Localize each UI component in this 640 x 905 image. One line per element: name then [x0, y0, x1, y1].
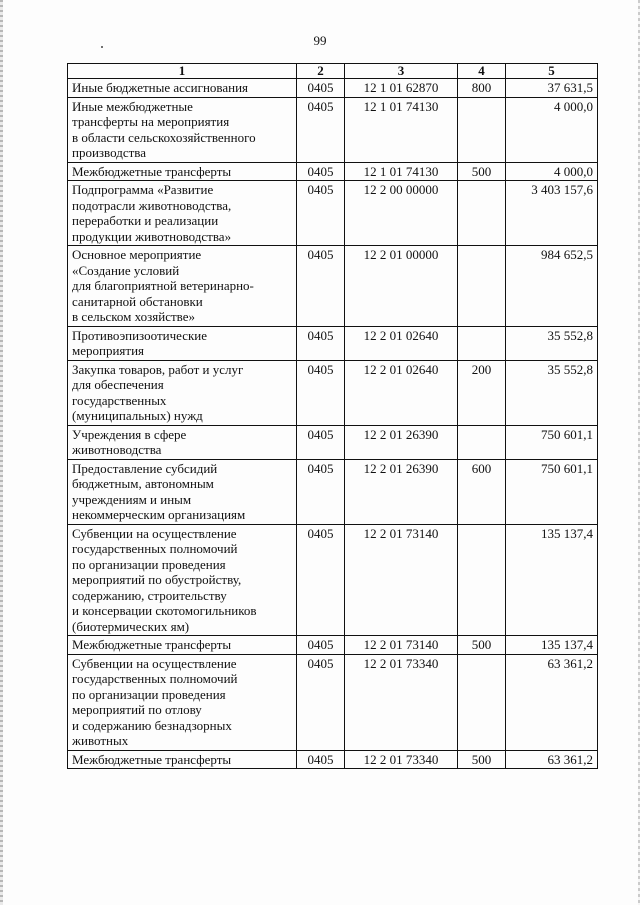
- row-name-cell: [68, 79, 297, 98]
- row-section-cell: 0405: [297, 246, 345, 327]
- row-target-cell: 12 2 01 02640: [345, 360, 458, 425]
- row-name-line: государственных: [72, 392, 167, 408]
- table-row: [68, 636, 598, 655]
- row-name-line: Межбюджетные трансферты: [72, 163, 232, 179]
- header-col-2: 2: [297, 64, 345, 79]
- row-name-cell: [68, 360, 297, 425]
- row-name-line: Иные бюджетные ассигнования: [72, 80, 249, 95]
- row-target-cell: 12 2 01 73340: [345, 750, 458, 769]
- row-name-cell: [68, 524, 297, 636]
- row-target-cell: 12 2 01 00000: [345, 246, 458, 327]
- table-row: [68, 654, 598, 750]
- row-name-line: мероприятия: [72, 343, 145, 358]
- row-name-line: государственных полномочий: [72, 541, 238, 556]
- row-name-line: санитарной обстановки: [72, 293, 203, 309]
- table-row: [68, 181, 598, 246]
- row-name-cell: [68, 181, 297, 246]
- row-section-cell: 0405: [297, 360, 345, 425]
- row-name-cell: [68, 246, 297, 327]
- row-name-line: и содержанию безнадзорных: [72, 717, 232, 733]
- row-type-cell: 800: [458, 79, 506, 98]
- row-section-cell: 0405: [297, 326, 345, 360]
- scan-edge-left: [0, 0, 3, 905]
- row-section-cell: 0405: [297, 79, 345, 98]
- row-name-line: животноводства: [72, 442, 162, 457]
- header-col-4: 4: [458, 64, 506, 79]
- row-target-cell: 12 2 01 73140: [345, 524, 458, 636]
- header-row: [68, 64, 598, 79]
- row-target-cell: 12 2 01 73140: [345, 636, 458, 655]
- row-name-line: в области сельскохозяйственного: [72, 129, 256, 145]
- row-section-cell: 0405: [297, 524, 345, 636]
- row-type-cell: [458, 97, 506, 162]
- row-name-line: в сельском хозяйстве»: [72, 309, 196, 324]
- budget-table: [67, 63, 598, 769]
- row-section-cell: 0405: [297, 181, 345, 246]
- row-type-cell: 200: [458, 360, 506, 425]
- table-row: [68, 162, 598, 181]
- table-row: [68, 246, 598, 327]
- table-row: [68, 97, 598, 162]
- row-target-cell: 12 2 01 26390: [345, 425, 458, 459]
- row-name-line: подотрасли животноводства,: [72, 197, 232, 213]
- row-name-line: трансферты на мероприятия: [72, 114, 230, 129]
- row-name-line: по организации проведения: [72, 686, 226, 702]
- row-name-cell: [68, 97, 297, 162]
- row-type-cell: [458, 425, 506, 459]
- row-type-cell: [458, 181, 506, 246]
- row-target-cell: 12 2 01 02640: [345, 326, 458, 360]
- row-amount-cell: 984 652,5: [506, 246, 598, 327]
- row-amount-cell: 135 137,4: [506, 636, 598, 655]
- row-amount-cell: 4 000,0: [506, 97, 598, 162]
- row-amount-cell: 63 361,2: [506, 654, 598, 750]
- row-target-cell: 12 1 01 74130: [345, 97, 458, 162]
- table-row: [68, 79, 598, 98]
- row-name-line: Субвенции на осуществление: [72, 525, 237, 541]
- table-row: [68, 750, 598, 769]
- table-row: [68, 459, 598, 524]
- row-target-cell: 12 2 01 26390: [345, 459, 458, 524]
- row-section-cell: 0405: [297, 162, 345, 181]
- table-row: [68, 425, 598, 459]
- row-name-line: Предоставление субсидий: [72, 460, 218, 476]
- row-section-cell: 0405: [297, 636, 345, 655]
- row-amount-cell: 750 601,1: [506, 425, 598, 459]
- row-type-cell: 500: [458, 636, 506, 655]
- row-name-cell: [68, 459, 297, 524]
- row-section-cell: 0405: [297, 97, 345, 162]
- row-target-cell: 12 2 01 73340: [345, 654, 458, 750]
- row-name-line: для благоприятной ветеринарно-: [72, 278, 254, 293]
- row-type-cell: [458, 326, 506, 360]
- row-name-line: переработки и реализации: [72, 213, 219, 228]
- row-amount-cell: 135 137,4: [506, 524, 598, 636]
- row-amount-cell: 3 403 157,6: [506, 181, 598, 246]
- row-name-line: Противоэпизоотические: [72, 327, 208, 343]
- row-name-line: (муниципальных) нужд: [72, 408, 203, 423]
- row-name-line: Основное мероприятие: [72, 247, 202, 262]
- row-type-cell: 600: [458, 459, 506, 524]
- table-row: [68, 326, 598, 360]
- row-name-line: животных: [72, 733, 129, 748]
- row-target-cell: 12 2 00 00000: [345, 181, 458, 246]
- header-col-3: 3: [345, 64, 458, 79]
- row-section-cell: 0405: [297, 750, 345, 769]
- row-name-line: Иные межбюджетные: [72, 98, 193, 114]
- row-name-cell: [68, 636, 297, 655]
- row-name-line: Субвенции на осуществление: [72, 655, 237, 671]
- row-amount-cell: 4 000,0: [506, 162, 598, 181]
- row-name-cell: [68, 654, 297, 750]
- row-type-cell: [458, 654, 506, 750]
- row-amount-cell: 63 361,2: [506, 750, 598, 769]
- row-name-cell: [68, 425, 297, 459]
- row-name-line: Межбюджетные трансферты: [72, 751, 232, 767]
- row-amount-cell: 35 552,8: [506, 360, 598, 425]
- row-name-line: производства: [72, 145, 147, 160]
- row-name-line: и консервации скотомогильников: [72, 603, 257, 618]
- row-name-line: Учреждения в сфере: [72, 426, 187, 442]
- row-name-line: Закупка товаров, работ и услуг: [72, 361, 244, 377]
- header-col-1: 1: [68, 64, 297, 79]
- table-body: [68, 79, 598, 769]
- row-name-line: Подпрограмма «Развитие: [72, 182, 214, 197]
- table-row: [68, 360, 598, 425]
- row-name-cell: [68, 162, 297, 181]
- row-name-line: государственных полномочий: [72, 671, 238, 686]
- row-name-line: Межбюджетные трансферты: [72, 637, 232, 652]
- row-name-line: (биотермических ям): [72, 618, 190, 634]
- row-name-line: по организации проведения: [72, 556, 226, 572]
- page-number: 99: [313, 33, 327, 48]
- row-name-line: мероприятий по обустройству,: [72, 572, 242, 587]
- row-type-cell: [458, 246, 506, 327]
- header-col-5: 5: [506, 64, 598, 79]
- row-name-line: «Создание условий: [72, 262, 180, 278]
- row-name-line: бюджетным, автономным: [72, 476, 214, 491]
- row-name-line: продукции животноводства»: [72, 228, 232, 244]
- row-section-cell: 0405: [297, 654, 345, 750]
- row-name-line: мероприятий по отлову: [72, 702, 202, 717]
- row-section-cell: 0405: [297, 425, 345, 459]
- row-amount-cell: 37 631,5: [506, 79, 598, 98]
- row-name-line: некоммерческим организациям: [72, 507, 246, 522]
- row-name-cell: [68, 750, 297, 769]
- row-name-line: содержанию, строительству: [72, 587, 227, 603]
- row-name-line: учреждениям и иным: [72, 491, 192, 507]
- row-target-cell: 12 1 01 62870: [345, 79, 458, 98]
- table-row: [68, 524, 598, 636]
- row-name-cell: [68, 326, 297, 360]
- row-target-cell: 12 1 01 74130: [345, 162, 458, 181]
- row-name-line: для обеспечения: [72, 377, 164, 392]
- row-type-cell: 500: [458, 750, 506, 769]
- row-amount-cell: 750 601,1: [506, 459, 598, 524]
- row-type-cell: 500: [458, 162, 506, 181]
- row-type-cell: [458, 524, 506, 636]
- row-amount-cell: 35 552,8: [506, 326, 598, 360]
- row-section-cell: 0405: [297, 459, 345, 524]
